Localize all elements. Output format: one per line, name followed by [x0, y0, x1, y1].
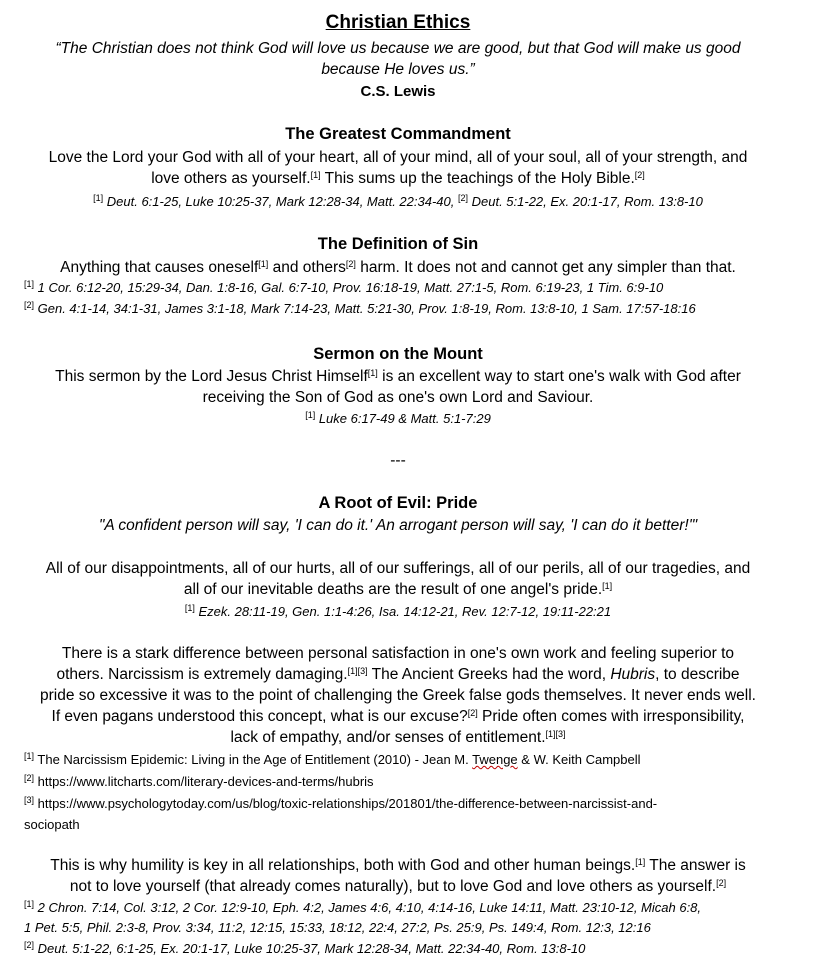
sin-text: Anything that causes oneself[1] and others[2] harm. It does not and cannot get any simpler than that. — [60, 259, 736, 276]
heading-sermon-on-the-mount: Sermon on the Mount — [313, 345, 483, 363]
sermon-reference: [1] Luke 6:17-49 & Matt. 5:1-7:29 — [305, 410, 491, 426]
heading-definition-of-sin: The Definition of Sin — [317, 235, 479, 253]
humility-reference-1-continued: 1 Pet. 5:5, Phil. 2:3-8, Prov. 3:34, 11:2, 12:15, 15:33, 18:12, 22:4, 27:2, Ps. 25:9, Ps. 149:4, Rom. 12:3, 12:16 — [24, 920, 651, 935]
pride-p1-line-1: All of our disappointments, all of our hurts, all of our sufferings, all of our perils, all of our tragedies, and — [45, 560, 751, 577]
pride-p2-line-2: others. Narcissism is extremely damaging.[1][3] The Ancient Greeks had the word, Hubris, to describe — [56, 666, 740, 683]
pride-p1-line-2: all of our inevitable deaths are the result of one angel's pride.[1] — [183, 581, 613, 598]
pride-p2-line-1: There is a stark difference between personal satisfaction in one's own work and feeling superior to — [61, 645, 735, 662]
footnote-3-continued: sociopath — [24, 817, 80, 832]
pride-p2-line-4: If even pagans understood this concept, what is our excuse?[2] Pride often comes with irresponsibility, — [51, 708, 745, 725]
heading-root-of-evil-pride: A Root of Evil: Pride — [318, 494, 478, 512]
pride-p2-line-3: pride so excessive it was to the point of challenging the Greek false gods themselves. It never ends well. — [40, 687, 756, 704]
heading-greatest-commandment: The Greatest Commandment — [285, 125, 511, 143]
quote-line-1: “The Christian does not think God will love us because we are good, but that God will make us good — [55, 40, 741, 57]
greatest-references: [1] Deut. 6:1-25, Luke 10:25-37, Mark 12:28-34, Matt. 22:34-40, [2] Deut. 5:1-22, Ex. 20:1-17, Rom. 13:8-10 — [93, 193, 703, 209]
quote-author: C.S. Lewis — [360, 83, 436, 100]
greatest-line-2: love others as yourself.[1] This sums up the teachings of the Holy Bible.[2] — [151, 170, 645, 187]
footnote-2: [2] https://www.litcharts.com/literary-devices-and-terms/hubris — [24, 773, 374, 789]
quote-line-2: because He loves us.” — [321, 61, 475, 78]
page-title: Christian Ethics — [325, 12, 471, 33]
pride-p2-line-5: lack of empathy, and/or senses of entitlement.[1][3] — [230, 729, 566, 746]
pride-p1-reference: [1] Ezek. 28:11-19, Gen. 1:1-4:26, Isa. 14:12-21, Rev. 12:7-12, 19:11-22:21 — [184, 603, 612, 619]
humility-reference-2: [2] Deut. 5:1-22, 6:1-25, Ex. 20:1-17, Luke 10:25-37, Mark 12:28-34, Matt. 22:34-40, Rom. 13:8-10 — [24, 940, 586, 956]
humility-line-1: This is why humility is key in all relationships, both with God and other human beings.[1] The answer is — [50, 857, 746, 874]
greatest-line-1: Love the Lord your God with all of your heart, all of your mind, all of your soul, all of your strength, and — [48, 149, 748, 166]
sin-reference-1: [1] 1 Cor. 6:12-20, 15:29-34, Dan. 1:8-16, Gal. 6:7-10, Prov. 16:18-19, Matt. 27:1-5, Rom. 6:19-23, 1 Tim. 6:9-10 — [24, 279, 664, 295]
humility-line-2: not to love yourself (that already comes naturally), but to love God and love others as yourself.[2] — [69, 878, 727, 895]
footnote-1: [1] The Narcissism Epidemic: Living in the Age of Entitlement (2010) - Jean M. Twenge & W. Keith Campbell — [24, 751, 641, 767]
humility-reference-1: [1] 2 Chron. 7:14, Col. 3:12, 2 Cor. 12:9-10, Eph. 4:2, James 4:6, 4:10, 4:14-16, Luke 14:11, Matt. 23:10-12, Micah 6:8, — [24, 899, 702, 915]
sermon-line-1: This sermon by the Lord Jesus Christ Himself[1] is an excellent way to start one's walk with God after — [55, 368, 741, 385]
pride-quote: "A confident person will say, 'I can do it.' An arrogant person will say, 'I can do it better!'" — [98, 517, 698, 534]
section-divider: --- — [390, 452, 406, 469]
sermon-line-2: receiving the Son of God as one's own Lord and Saviour. — [202, 389, 594, 406]
sin-reference-2: [2] Gen. 4:1-14, 34:1-31, James 3:1-18, Mark 7:14-23, Matt. 5:21-30, Prov. 1:8-19, Rom. 13:8-10, 1 Sam. 17:57-18:16 — [24, 300, 696, 316]
footnote-3: [3] https://www.psychologytoday.com/us/blog/toxic-relationships/201801/the-difference-between-narcissist-and- — [24, 795, 658, 811]
